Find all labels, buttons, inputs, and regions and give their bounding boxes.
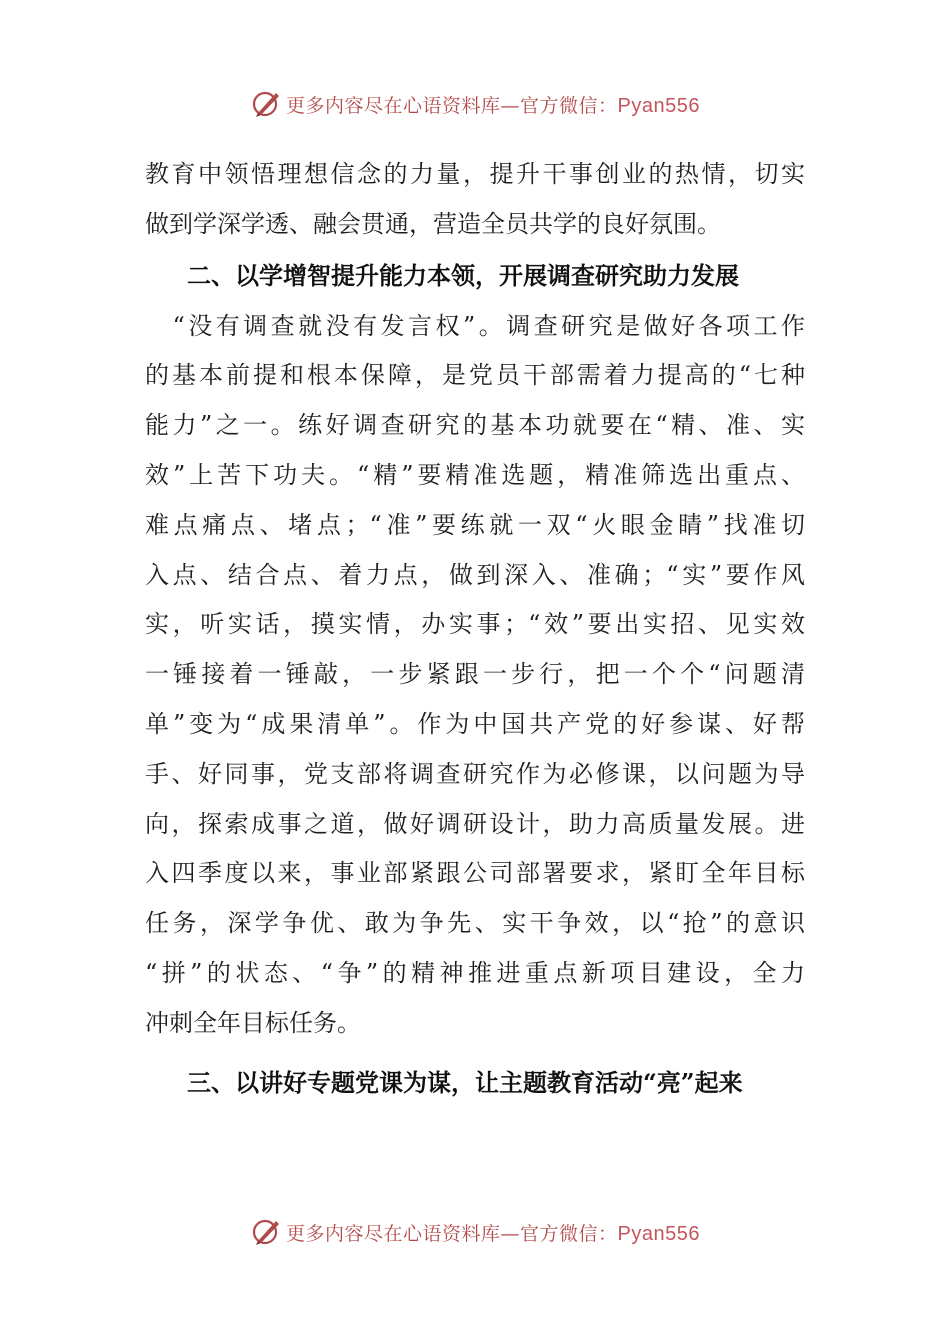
footer-wechat-id: Pyan556 [617, 1222, 700, 1245]
header-wechat-id: Pyan556 [617, 94, 700, 117]
paragraph-line: 入四季度以来，事业部紧跟公司部署要求，紧盯全年目标 [145, 859, 805, 888]
header-banner [0, 82, 950, 126]
paragraph-line: 一锤接着一锤敲，一步紧跟一步行，把一个个“问题清 [145, 660, 805, 689]
paragraph-line: 难点痛点、堵点；“准”要练就一双“火眼金睛”找准切 [145, 510, 805, 539]
pen-logo-icon [250, 87, 284, 121]
header-wechat-label: 官方微信： [520, 94, 618, 117]
header-banner-text [286, 91, 700, 118]
paragraph-line: 入点、结合点、着力点，做到深入、准确；“实”要作风 [145, 560, 805, 589]
pen-logo-icon [250, 1215, 284, 1249]
document-body [145, 150, 805, 1109]
footer-banner-text [286, 1219, 700, 1246]
paragraph-line: 的基本前提和根本保障，是党员干部需着力提高的“七种 [145, 361, 805, 390]
section-heading-3: 三、以讲好专题党课为谋，让主题教育活动“亮”起来 [187, 1067, 743, 1097]
paragraph-line: 单”变为“成果清单”。作为中国共产党的好参谋、好帮 [145, 709, 805, 738]
header-separator: — [500, 94, 521, 117]
paragraph-line: 能力”之一。练好调查研究的基本功就要在“精、准、实 [145, 411, 805, 440]
paragraph-line: 向，探索成事之道，做好调研设计，助力高质量发展。进 [145, 809, 805, 838]
paragraph-line: “拼”的状态、“争”的精神推进重点新项目建设，全力 [145, 958, 805, 987]
paragraph-line: 手、好同事，党支部将调查研究作为必修课，以问题为导 [145, 759, 805, 788]
paragraph-line: 任务，深学争优、敢为争先、实干争效，以“抢”的意识 [145, 909, 805, 938]
paragraph-line: “没有调查就没有发言权”。调查研究是做好各项工作 [145, 311, 805, 340]
paragraph-line: 实，听实话，摸实情，办实事；“效”要出实招、见实效 [145, 610, 805, 639]
footer-banner [0, 1210, 950, 1254]
paragraph-line: 冲刺全年目标任务。 [145, 1008, 361, 1037]
section-heading-2: 二、以学增智提升能力本领，开展调查研究助力发展 [187, 260, 739, 290]
intro-line: 做到学深学透、融会贯通，营造全员共学的良好氛围。 [145, 209, 721, 238]
paragraph-line: 效”上苦下功夫。“精”要精准选题，精准筛选出重点、 [145, 460, 805, 489]
footer-wechat-label: 官方微信： [520, 1222, 618, 1245]
intro-line: 教育中领悟理想信念的力量，提升干事创业的热情，切实 [145, 160, 805, 188]
footer-separator: — [500, 1222, 521, 1245]
header-brand-text: 更多内容尽在心语资料库 [286, 94, 501, 117]
footer-brand-text: 更多内容尽在心语资料库 [286, 1222, 501, 1245]
